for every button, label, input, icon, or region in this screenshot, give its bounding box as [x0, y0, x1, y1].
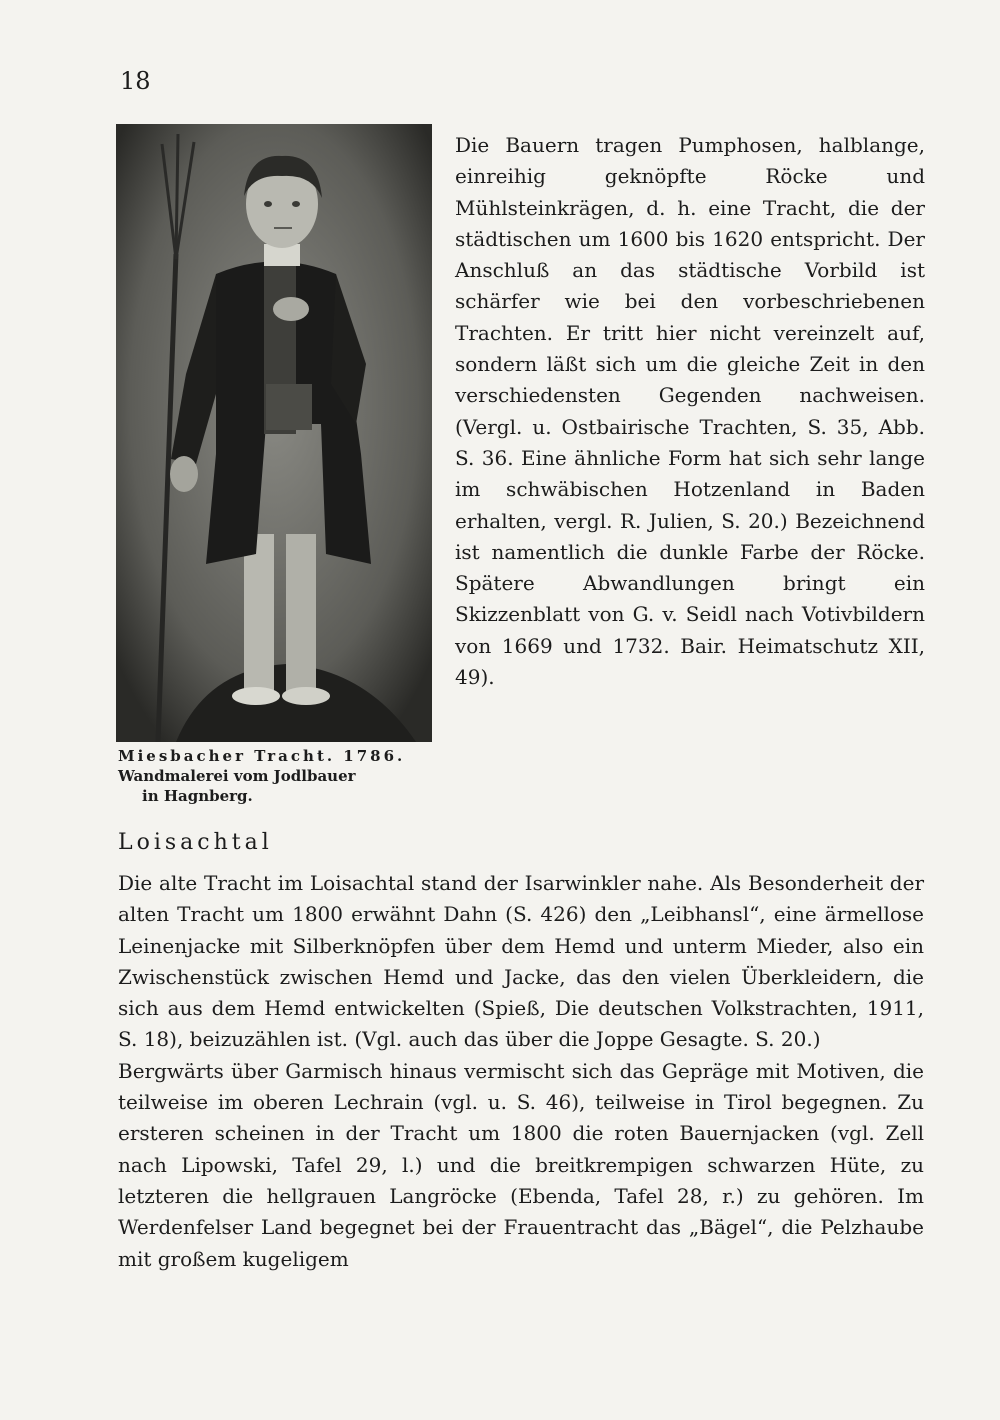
right-shoe: [282, 687, 330, 705]
body-text: [118, 868, 924, 1275]
paragraph-1: Die alte Tracht im Loisachtal stand der Isarwinkler nahe. Als Besonderheit der alten Tracht um 1800 erwähnt Dahn (S. 426) den „Leibhansl“, eine ärmellose Leinenjacke mit Silberknöpfen über dem Hemd und unterm Mieder, also ein Zwischenstück zwischen Hemd und Jacke, das den vielen Überkleidern, die sich aus dem Hemd entwickelten (Spieß, Die deutschen Volkstrachten, 1911, S. 18), beizuzählen ist. (Vgl. auch das über die Joppe Gesagte. S. 20.): [118, 871, 924, 1052]
caption-line-3: in Hagnberg.: [142, 787, 253, 805]
hand-on-staff: [170, 456, 198, 492]
paragraph-2: Bergwärts über Garmisch hinaus vermischt sich das Gepräge mit Motiven, die teilweise im oberen Lechrain (vgl. u. S. 46), teilweise in Tirol begegnen. Zu ersteren scheinen in der Tracht um 1800 die roten Bauernjacken (vgl. Zell nach Lipowski, Tafel 29, l.) und die breitkrempigen schwarzen Hüte, zu letzteren die hellgrauen Langröcke (Ebenda, Tafel 28, r.) zu gehören. Im Werdenfelser Land begegnet bei der Frauentracht das „Bägel“, die Pelzhaube mit großem kugeligem: [118, 1058, 924, 1271]
portrait-illustration: [116, 124, 432, 742]
hand-on-chest: [273, 297, 309, 321]
left-leg: [244, 534, 274, 694]
left-eye: [264, 201, 272, 207]
right-eye: [292, 201, 300, 207]
caption-line-2: Wandmalerei vom Jodlbauer: [118, 767, 356, 785]
section-heading: Loisachtal: [118, 830, 273, 855]
left-shoe: [232, 687, 280, 705]
page-number: 18: [120, 67, 151, 95]
figure-painting: [116, 124, 432, 742]
right-leg: [286, 534, 316, 694]
caption-line-1: Miesbacher Tracht. 1786.: [118, 747, 406, 765]
belt-panel: [266, 384, 312, 430]
column-paragraph: Die Bauern tragen Pumphosen, halblange, einreihig geknöpfte Röcke und Mühlsteinkrägen, d. h. eine Tracht, die der städtischen um 1600 bis 1620 entspricht. Der Anschluß an das städtische Vorbild ist schärfer wie bei den vorbeschriebenen Trachten. Er tritt hier nicht vereinzelt auf, sondern läßt sich um die gleiche Zeit in den verschiedensten Gegenden nachweisen. (Vergl. u. Ostbairische Trachten, S. 35, Abb. S. 36. Eine ähnliche Form hat sich sehr lange im schwäbischen Hotzenland in Baden erhalten, vergl. R. Julien, S. 20.) Bezeichnend ist namentlich die dunkle Farbe der Röcke. Spätere Abwandlungen bringt ein Skizzenblatt von G. v. Seidl nach Votivbildern von 1669 und 1732. Bair. Heimatschutz XII, 49).: [455, 133, 925, 690]
figure-caption: [118, 746, 438, 806]
